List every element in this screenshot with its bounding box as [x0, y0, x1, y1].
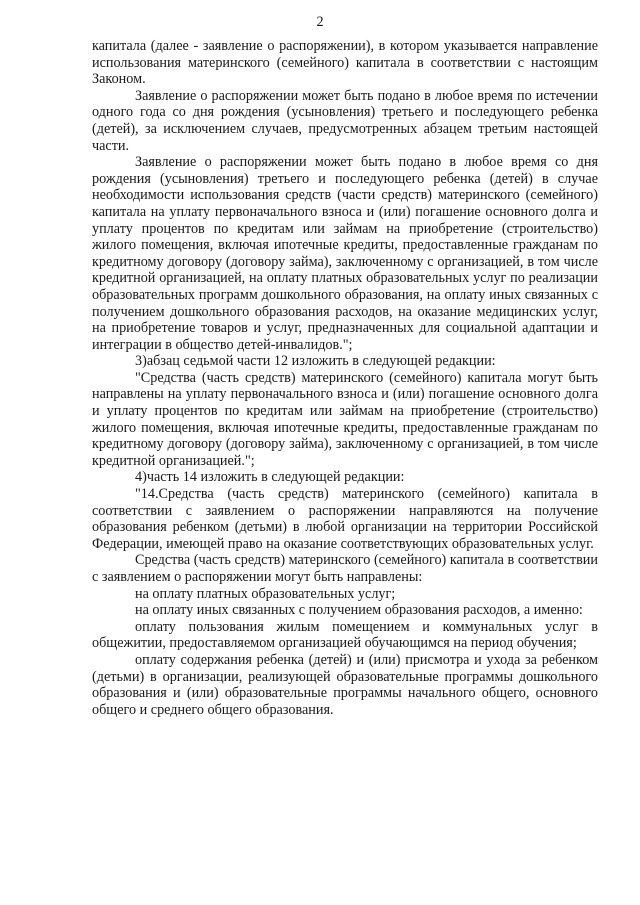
paragraph-10: на оплату иных связанных с получением образования расходов, а именно: [135, 602, 583, 619]
paragraph-8: Средства (часть средств) материнского (семейного) капитала в соответствии с заявлением о распоряжении могут быть направлены: [92, 552, 598, 585]
paragraph-9: на оплату платных образовательных услуг; [135, 585, 396, 602]
paragraph-5: "Средства (часть средств) материнского (семейного) капитала могут быть направлены на уплату первоначального взноса и (или) погашение основного долга и уплату процентов по кредитам или займам на приобретение (строительство) жилого помещения, включая ипотечные кредиты, предоставленные гражданам по кредитному договору (договору займа), заключенному с организацией, в том числе кредитной организацией."; [92, 369, 598, 469]
paragraph-3: Заявление о распоряжении может быть подано в любое время со дня рождения (усыновления) третьего и последующего ребенка (детей) в случае необходимости использования средств (части средств) материнского (семейного) капитала на уплату первоначального взноса и (или) погашение основного долга и уплату процентов по кредитам или займам на приобретение (строительство) жилого помещения, включая ипотечные кредиты, предоставленные гражданам по кредитному договору (договору займа), заключенному с организацией, в том числе кредитной организацией, на оплату платных образовательных услуг по реализации образовательных программ дошкольного образования, на оплату иных связанных с получением дошкольного образования расходов, на оказание медицинских услуг, на приобретение товаров и услуг, предназначенных для социальной адаптации и интеграции в общество детей-инвалидов."; [92, 154, 598, 353]
paragraph-4: 3)абзац седьмой части 12 изложить в следующей редакции: [135, 353, 496, 370]
paragraph-7: "14.Средства (часть средств) материнского (семейного) капитала в соответствии с заявлением о распоряжении направляются на получение образования ребенком (детьми) в любой организации на территории Российской Федерации, имеющей право на оказание соответствующих образовательных услуг. [92, 486, 598, 552]
page-number: 2 [316, 14, 324, 30]
paragraph-11: оплату пользования жилым помещением и коммунальных услуг в общежитии, предоставляемом организацией обучающимся на период обучения; [92, 618, 598, 652]
document-body [92, 38, 598, 718]
paragraph-12: оплату содержания ребенка (детей) и (или) присмотра и ухода за ребенком (детьми) в организации, реализующей образовательные программы дошкольного образования и (или) образовательные программы начального общего, основного общего и среднего общего образования. [92, 651, 598, 718]
paragraph-1: капитала (далее - заявление о распоряжении), в котором указывается направление использования материнского (семейного) капитала в соответствии с настоящим Законом. [92, 38, 598, 88]
paragraph-2: Заявление о распоряжении может быть подано в любое время по истечении одного года со дня рождения (усыновления) третьего и последующего ребенка (детей), за исключением случаев, предусмотренных абзацем третьим настоящей части. [92, 87, 598, 154]
paragraph-6: 4)часть 14 изложить в следующей редакции: [135, 469, 405, 486]
